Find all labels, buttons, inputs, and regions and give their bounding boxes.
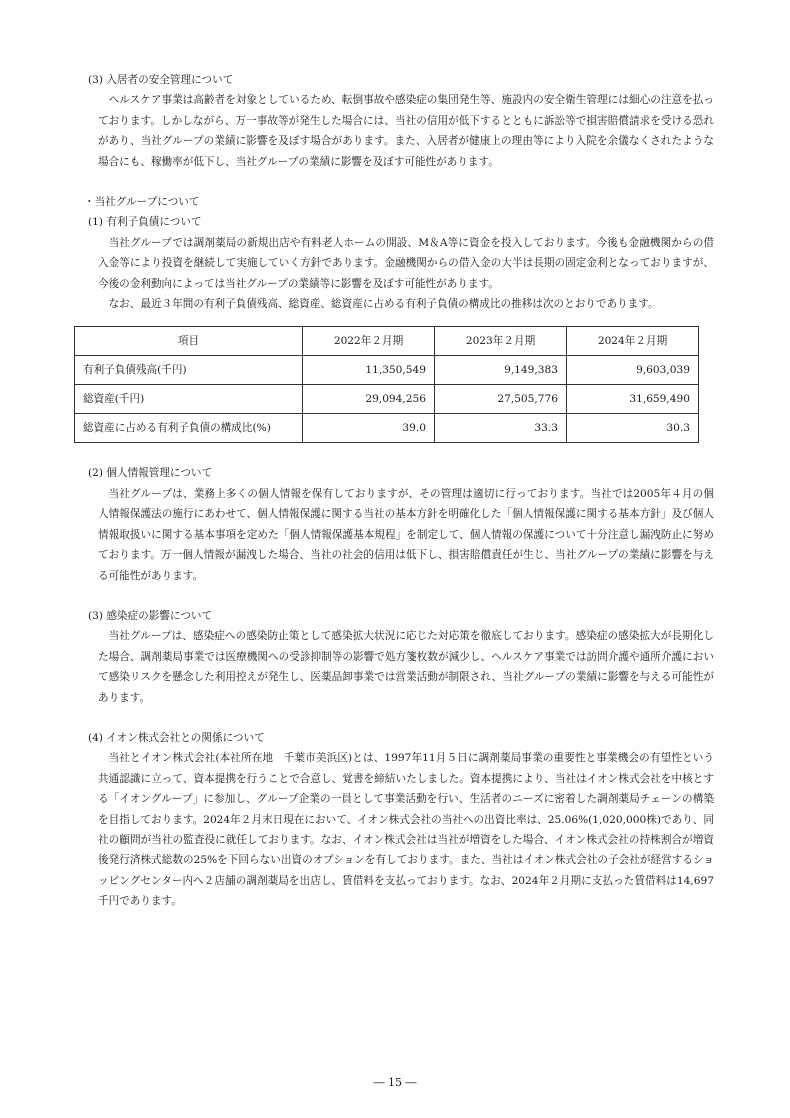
table-header-row [75,327,699,356]
table-row [75,385,699,414]
table-cell: 11,350,549 [303,356,435,385]
table-header-cell: 2023年２月期 [435,327,567,356]
table-row [75,356,699,385]
section-infection [84,606,714,708]
page-number: ― 15 ― [373,1076,417,1089]
table-cell: 33.3 [435,414,567,443]
section-body: 当社グループは、業務上多くの個人情報を保有しておりますが、その管理は適切に行っております。当社では2005年４月の個人情報保護法の施行にあわせて、個人情報保護に関する当社の基本方針を明確化した「個人情報保護に関する基本方針」及び個人情報取扱いに関する基本事項を定めた「個人情報保護基本規程」を制定して、個人情報の保護について十分注意し漏洩防止に努めております。万一個人情報が漏洩した場合、当社の社会的信用は低下し、損害賠償責任が生じ、当社グループの業績に影響を与える可能性があります。 [98,487,714,582]
section-body: ヘルスケア事業は高齢者を対象としているため、転倒事故や感染症の集団発生等、施設内の安全衛生管理には細心の注意を払っております。しかしながら、万一事故等が発生した場合には、当社の信用が低下するとともに訴訟等で損害賠償請求を受ける恐れがあり、当社グループの業績に影響を及ぼす場合があります。また、入居者が健康上の理由等により入院を余儀なくされたような場合にも、稼働率が低下し、当社グループの業績に影響を及ぼす可能性があります。 [98,94,714,168]
row-label: 総資産に占める有利子負債の構成比(%) [75,414,303,443]
document-page [84,70,714,912]
section-body: 当社とイオン株式会社(本社所在地 千葉市美浜区)とは、1997年11月５日に調剤薬局事業の重要性と事業機会の有望性という共通認識に立って、資本提携を行うことで合意し、覚書を締結いたしました。資本提携により、当社はイオン株式会社を中核とする「イオングループ」に参加し、グループ企業の一員として事業活動を行い、生活者のニーズに密着した調剤薬局チェーンの構築を目指しております。2024年２月末日現在において、イオン株式会社の当社への出資比率は、25.06%(1,020,000株)であり、同社の顧問が当社の監査役に就任しております。なお、イオン株式会社は当社が増資をした場合、イオン株式会社の持株割合が増資後発行済株式総数の25%を下回らない出資のオプションを有しております。また、当社はイオン株式会社の子会社が経営するショッピングセンター内へ２店舗の調剤薬局を出店し、賃借料を支払っております。なお、2024年２月期に支払った賃借料は14,697千円であります。 [98,752,714,908]
section-heading: (1) 有利子負債について [88,216,202,229]
section-interest-bearing-debt [84,212,714,314]
table-cell: 39.0 [303,414,435,443]
table-cell: 30.3 [567,414,699,443]
table-cell: 27,505,776 [435,385,567,414]
table-header-cell: 2024年２月期 [567,327,699,356]
debt-ratio-table [74,326,699,443]
section-aeon-relationship [84,728,714,912]
table-cell: 29,094,256 [303,385,435,414]
table-cell: 9,149,383 [435,356,567,385]
table-cell: 9,603,039 [567,356,699,385]
section-body: 当社グループは、感染症への感染防止策として感染拡大状況に応じた対応策を徹底しております。感染症の感染拡大が長期化した場合、調剤薬局事業では医療機関への受診抑制等の影響で処方箋枚数が減少し、ヘルスケア事業では訪問介護や通所介護において感染リスクを懸念した利用控えが発生し、医薬品卸事業では営業活動が制限され、当社グループの業績に影響を与える可能性があります。 [98,630,714,704]
table-header-cell: 2022年２月期 [303,327,435,356]
section-heading: (4) イオン株式会社との関係について [88,731,265,744]
table-cell: 31,659,490 [567,385,699,414]
section-heading: (2) 個人情報管理について [88,467,213,480]
group-heading: ・当社グループについて [84,196,200,209]
section-body: 当社グループでは調剤薬局の新規出店や有料老人ホームの開設、M＆A等に資金を投入しております。今後も金融機関からの借入金等により投資を継続して実施していく方針であります。金融機関からの借入金の大半は長期の固定金利となっておりますが、今後の金利動向によっては当社グループの業績等に影響を及ぼす可能性があります。 [98,236,714,290]
row-label: 総資産(千円) [75,385,303,414]
section-heading: (3) 入居者の安全管理について [88,74,234,86]
section-heading: (3) 感染症の影響について [88,609,213,622]
section-privacy [84,463,714,585]
table-row [75,414,699,443]
row-label: 有利子負債残高(千円) [75,356,303,385]
section-resident-safety [84,70,714,172]
section-body-note: なお、最近３年間の有利子負債残高、総資産、総資産に占める有利子負債の構成比の推移は次のとおりであります。 [108,298,659,311]
table-header-cell: 項目 [75,327,303,356]
